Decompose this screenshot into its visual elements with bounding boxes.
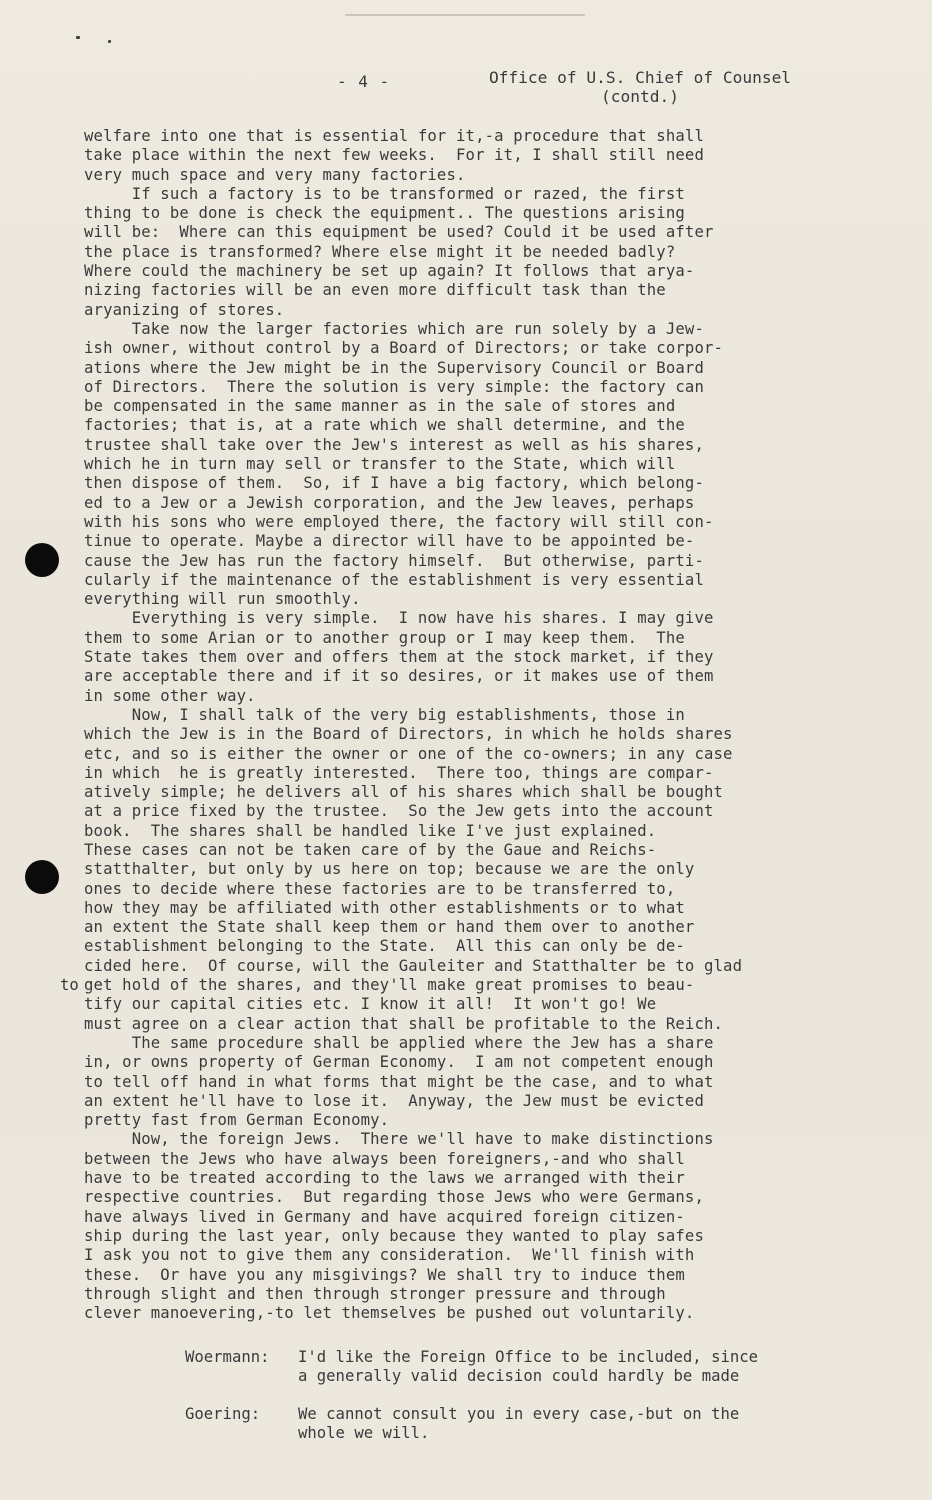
text-line: in, or owns property of German Economy. I am not competent enough	[84, 1053, 714, 1072]
text-line: be compensated in the same manner as in the sale of stores and	[84, 397, 676, 416]
text-line: everything will run smoothly.	[84, 590, 361, 609]
speaker-woermann: Woermann:	[185, 1348, 270, 1366]
text-line: establishment belonging to the State. All this can only be de-	[84, 937, 685, 956]
text-line: The same procedure shall be applied where the Jew has a share	[84, 1033, 714, 1052]
text-line: have always lived in Germany and have acquired foreign citizen-	[84, 1207, 685, 1226]
text-line: through slight and then through stronger pressure and through	[84, 1284, 666, 1303]
text-line: nizing factories will be an even more difficult task than the	[84, 281, 666, 300]
text-line: with his sons who were employed there, the factory will still con-	[84, 512, 714, 531]
text-line: these. Or have you any misgivings? We shall try to induce them	[84, 1265, 685, 1284]
text-line: These cases can not be taken care of by the Gaue and Reichs-	[84, 840, 657, 859]
speech-goering	[298, 1405, 739, 1444]
text-line: in some other way.	[84, 686, 256, 705]
text-line: tify our capital cities etc. I know it all! It won't go! We	[84, 995, 657, 1014]
text-line: an extent he'll have to lose it. Anyway, the Jew must be evicted	[84, 1091, 704, 1110]
text-line: trustee shall take over the Jew's interest as well as his shares,	[84, 435, 704, 454]
margin-note: to	[60, 976, 79, 994]
text-line: then dispose of them. So, if I have a big factory, which belong-	[84, 474, 704, 493]
top-smudge	[345, 14, 585, 16]
text-line: ones to decide where these factories are to be transferred to,	[84, 879, 676, 898]
text-line: have to be treated according to the laws we arranged with their	[84, 1169, 685, 1188]
speech-line: I'd like the Foreign Office to be included, since	[298, 1348, 759, 1366]
text-line: aryanizing of stores.	[84, 300, 285, 319]
speech-line: We cannot consult you in every case,-but on the	[298, 1405, 740, 1423]
text-line: at a price fixed by the trustee. So the Jew gets into the account	[84, 802, 714, 821]
text-line: cause the Jew has run the factory himself. But otherwise, parti-	[84, 551, 704, 570]
speech-woermann	[298, 1348, 758, 1387]
transcript-body	[84, 127, 884, 1323]
speech-line: a generally valid decision could hardly be made	[298, 1367, 740, 1386]
text-line: take place within the next few weeks. For it, I shall still need	[84, 146, 704, 165]
text-line: ations where the Jew might be in the Supervisory Council or Board	[84, 358, 704, 377]
text-line: are acceptable there and if it so desires, or it makes use of them	[84, 667, 714, 686]
text-line: of Directors. There the solution is very simple: the factory can	[84, 377, 704, 396]
text-line: welfare into one that is essential for it,-a procedure that shall	[84, 127, 704, 145]
text-line: which he in turn may sell or transfer to the State, which will	[84, 455, 676, 474]
text-line: them to some Arian or to another group or I may keep them. The	[84, 628, 685, 647]
text-line: cularly if the maintenance of the establishment is very essential	[84, 570, 704, 589]
office-heading	[455, 68, 825, 106]
text-line: very much space and very many factories.	[84, 165, 466, 184]
ink-speck	[108, 40, 111, 43]
ink-speck	[76, 36, 80, 39]
text-line: If such a factory is to be transformed or razed, the first	[84, 184, 685, 203]
text-line: get hold of the shares, and they'll make great promises to beau-	[84, 976, 695, 995]
text-line: in which he is greatly interested. There too, things are compar-	[84, 763, 714, 782]
text-line: to tell off hand in what forms that might be the case, and to what	[84, 1072, 714, 1091]
text-line: I ask you not to give them any consideration. We'll finish with	[84, 1246, 695, 1265]
office-title: Office of U.S. Chief of Counsel	[488, 68, 792, 87]
text-line: etc, and so is either the owner or one of the co-owners; in any case	[84, 744, 733, 763]
text-line: book. The shares shall be handled like I've just explained.	[84, 821, 657, 840]
speaker-goering: Goering:	[185, 1405, 261, 1423]
text-line: must agree on a clear action that shall be profitable to the Reich.	[84, 1014, 724, 1033]
text-line: State takes them over and offers them at the stock market, if they	[84, 648, 714, 667]
office-continued: (contd.)	[601, 87, 679, 106]
text-line: atively simple; he delivers all of his shares which shall be bought	[84, 783, 724, 802]
text-line: between the Jews who have always been foreigners,-and who shall	[84, 1149, 685, 1168]
text-line: Now, the foreign Jews. There we'll have to make distinctions	[84, 1130, 714, 1149]
text-line: which the Jew is in the Board of Directors, in which he holds shares	[84, 725, 733, 744]
text-line: ish owner, without control by a Board of Directors; or take corpor-	[84, 339, 724, 358]
text-line: tinue to operate. Maybe a director will have to be appointed be-	[84, 532, 695, 551]
text-line: ship during the last year, only because they wanted to play safes	[84, 1226, 704, 1245]
text-line: statthalter, but only by us here on top; because we are the only	[84, 860, 695, 879]
text-line: cided here. Of course, will the Gauleiter and Statthalter be to glad	[84, 956, 743, 975]
punch-hole-lower	[25, 860, 59, 894]
text-line: respective countries. But regarding those Jews who were Germans,	[84, 1188, 704, 1207]
text-line: clever manoevering,-to let themselves be pushed out voluntarily.	[84, 1304, 695, 1323]
text-line: the place is transformed? Where else might it be needed badly?	[84, 242, 676, 261]
speech-line: whole we will.	[298, 1424, 430, 1443]
page-number: - 4 -	[337, 72, 391, 91]
text-line: pretty fast from German Economy.	[84, 1111, 390, 1130]
text-line: Where could the machinery be set up again? It follows that arya-	[84, 262, 695, 281]
text-line: Now, I shall talk of the very big establishments, those in	[84, 705, 685, 724]
text-line: thing to be done is check the equipment.. The questions arising	[84, 204, 685, 223]
punch-hole-upper	[25, 543, 59, 577]
text-line: Everything is very simple. I now have his shares. I may give	[84, 609, 714, 628]
text-line: how they may be affiliated with other establishments or to what	[84, 898, 685, 917]
text-line: will be: Where can this equipment be used? Could it be used after	[84, 223, 714, 242]
text-line: factories; that is, at a rate which we shall determine, and the	[84, 416, 685, 435]
text-line: ed to a Jew or a Jewish corporation, and the Jew leaves, perhaps	[84, 493, 695, 512]
text-line: an extent the State shall keep them or hand them over to another	[84, 918, 695, 937]
text-line: Take now the larger factories which are run solely by a Jew-	[84, 319, 704, 338]
